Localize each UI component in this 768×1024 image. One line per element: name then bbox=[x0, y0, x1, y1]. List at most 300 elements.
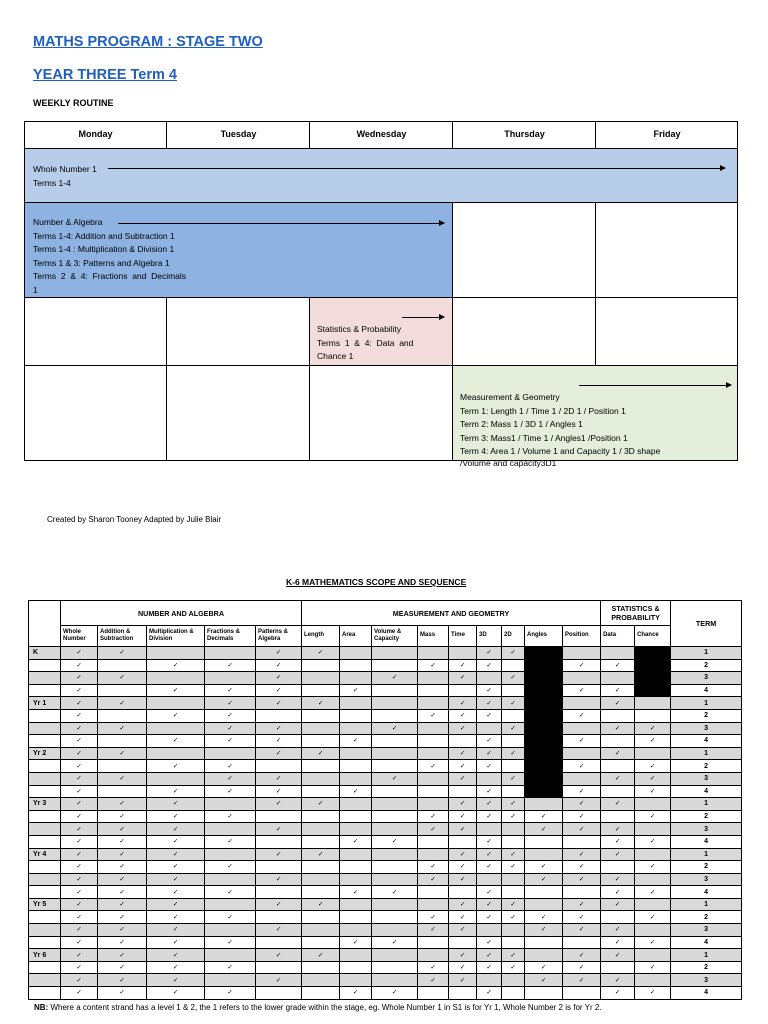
measure-line: Measurement & Geometry bbox=[460, 392, 560, 402]
tick-mark: ✓ bbox=[563, 760, 601, 773]
empty-cell bbox=[635, 798, 671, 811]
year-label: Yr 3 bbox=[29, 798, 61, 811]
tick-mark: ✓ bbox=[449, 974, 477, 987]
empty-cell bbox=[205, 672, 256, 685]
tick-mark: ✓ bbox=[601, 949, 635, 962]
scope-title: K-6 MATHEMATICS SCOPE AND SEQUENCE bbox=[286, 577, 467, 587]
empty-cell bbox=[418, 936, 449, 949]
tick-mark: ✓ bbox=[477, 898, 502, 911]
tick-mark: ✓ bbox=[147, 886, 205, 899]
column-header: Patterns & Algebra bbox=[256, 626, 302, 647]
empty-cell bbox=[147, 697, 205, 710]
tick-mark: ✓ bbox=[525, 873, 563, 886]
empty-cell bbox=[302, 810, 340, 823]
tick-mark: ✓ bbox=[449, 810, 477, 823]
tick-mark: ✓ bbox=[477, 911, 502, 924]
empty-cell bbox=[525, 987, 563, 1000]
tick-mark: ✓ bbox=[302, 647, 340, 660]
empty-cell bbox=[372, 798, 418, 811]
shaded-cell bbox=[525, 772, 563, 785]
tick-mark: ✓ bbox=[98, 886, 147, 899]
empty-cell bbox=[98, 785, 147, 798]
tick-mark: ✓ bbox=[449, 772, 477, 785]
tick-mark: ✓ bbox=[563, 898, 601, 911]
stats-line: Terms 1 & 4: Data and bbox=[317, 337, 414, 348]
empty-cell bbox=[340, 898, 372, 911]
tick-mark: ✓ bbox=[98, 647, 147, 660]
year-label: Yr 4 bbox=[29, 848, 61, 861]
tick-mark: ✓ bbox=[502, 848, 525, 861]
measure-arrow bbox=[579, 385, 731, 386]
shaded-cell bbox=[525, 697, 563, 710]
year-label: Yr 6 bbox=[29, 949, 61, 962]
tick-mark: ✓ bbox=[477, 760, 502, 773]
year-label bbox=[29, 810, 61, 823]
shaded-cell bbox=[525, 785, 563, 798]
empty-cell bbox=[563, 772, 601, 785]
shaded-cell bbox=[525, 709, 563, 722]
tick-mark: ✓ bbox=[147, 861, 205, 874]
term-number: 1 bbox=[671, 949, 742, 962]
empty-cell bbox=[302, 873, 340, 886]
stats-arrow bbox=[402, 317, 444, 318]
empty-cell bbox=[340, 722, 372, 735]
tick-mark: ✓ bbox=[449, 949, 477, 962]
tick-mark: ✓ bbox=[340, 735, 372, 748]
empty-cell bbox=[601, 672, 635, 685]
tick-mark: ✓ bbox=[502, 961, 525, 974]
empty-cell bbox=[340, 772, 372, 785]
tick-mark: ✓ bbox=[502, 798, 525, 811]
year-label bbox=[29, 861, 61, 874]
tick-mark: ✓ bbox=[147, 684, 205, 697]
tick-mark: ✓ bbox=[61, 735, 98, 748]
year-label bbox=[29, 987, 61, 1000]
tick-mark: ✓ bbox=[601, 747, 635, 760]
tick-mark: ✓ bbox=[635, 961, 671, 974]
term-number: 3 bbox=[671, 823, 742, 836]
tick-mark: ✓ bbox=[61, 672, 98, 685]
tick-mark: ✓ bbox=[61, 936, 98, 949]
tick-mark: ✓ bbox=[563, 735, 601, 748]
empty-cell bbox=[340, 760, 372, 773]
empty-cell bbox=[98, 760, 147, 773]
empty-cell bbox=[502, 936, 525, 949]
tick-mark: ✓ bbox=[340, 835, 372, 848]
tick-mark: ✓ bbox=[601, 659, 635, 672]
measure-block bbox=[460, 391, 736, 470]
tick-mark: ✓ bbox=[477, 949, 502, 962]
tick-mark: ✓ bbox=[477, 697, 502, 710]
tick-mark: ✓ bbox=[98, 697, 147, 710]
empty-cell bbox=[340, 873, 372, 886]
tick-mark: ✓ bbox=[601, 886, 635, 899]
day-wednesday: Wednesday bbox=[356, 129, 407, 139]
tick-mark: ✓ bbox=[147, 898, 205, 911]
tick-mark: ✓ bbox=[418, 974, 449, 987]
tick-mark: ✓ bbox=[205, 936, 256, 949]
tick-mark: ✓ bbox=[601, 924, 635, 937]
tick-mark: ✓ bbox=[256, 898, 302, 911]
tick-mark: ✓ bbox=[477, 735, 502, 748]
tick-mark: ✓ bbox=[302, 898, 340, 911]
empty-cell bbox=[372, 911, 418, 924]
tick-mark: ✓ bbox=[477, 987, 502, 1000]
scope-sequence-table bbox=[28, 600, 742, 1000]
tick-mark: ✓ bbox=[372, 672, 418, 685]
stats-line: Chance 1 bbox=[317, 351, 354, 361]
year-label bbox=[29, 974, 61, 987]
term-number: 2 bbox=[671, 911, 742, 924]
term-number: 3 bbox=[671, 672, 742, 685]
scope-row bbox=[29, 785, 742, 798]
term-number: 2 bbox=[671, 810, 742, 823]
scope-row bbox=[29, 722, 742, 735]
tick-mark: ✓ bbox=[256, 684, 302, 697]
tick-mark: ✓ bbox=[635, 911, 671, 924]
tick-mark: ✓ bbox=[635, 987, 671, 1000]
scope-row bbox=[29, 848, 742, 861]
empty-cell bbox=[635, 823, 671, 836]
tick-mark: ✓ bbox=[302, 747, 340, 760]
column-header-row bbox=[29, 626, 742, 647]
tick-mark: ✓ bbox=[502, 647, 525, 660]
tick-mark: ✓ bbox=[205, 722, 256, 735]
tick-mark: ✓ bbox=[635, 722, 671, 735]
tick-mark: ✓ bbox=[525, 861, 563, 874]
measure-line: Term 1: Length 1 / Time 1 / 2D 1 / Position 1 bbox=[460, 405, 626, 416]
tick-mark: ✓ bbox=[502, 949, 525, 962]
tick-mark: ✓ bbox=[205, 810, 256, 823]
tick-mark: ✓ bbox=[601, 974, 635, 987]
corner-cell bbox=[29, 601, 61, 647]
empty-cell bbox=[98, 659, 147, 672]
tick-mark: ✓ bbox=[340, 684, 372, 697]
tick-mark: ✓ bbox=[449, 873, 477, 886]
shaded-cell bbox=[525, 647, 563, 660]
tick-mark: ✓ bbox=[449, 722, 477, 735]
tick-mark: ✓ bbox=[302, 697, 340, 710]
empty-cell bbox=[372, 747, 418, 760]
tick-mark: ✓ bbox=[418, 709, 449, 722]
empty-cell bbox=[372, 810, 418, 823]
tick-mark: ✓ bbox=[449, 659, 477, 672]
empty-cell bbox=[418, 697, 449, 710]
empty-cell bbox=[563, 722, 601, 735]
tick-mark: ✓ bbox=[61, 835, 98, 848]
term-number: 4 bbox=[671, 835, 742, 848]
tick-mark: ✓ bbox=[525, 924, 563, 937]
tick-mark: ✓ bbox=[563, 659, 601, 672]
tick-mark: ✓ bbox=[449, 697, 477, 710]
tick-mark: ✓ bbox=[477, 835, 502, 848]
term-number: 4 bbox=[671, 886, 742, 899]
tick-mark: ✓ bbox=[563, 823, 601, 836]
empty-cell bbox=[256, 810, 302, 823]
tick-mark: ✓ bbox=[147, 873, 205, 886]
empty-cell bbox=[418, 735, 449, 748]
empty-cell bbox=[256, 961, 302, 974]
term-number: 2 bbox=[671, 861, 742, 874]
scope-row bbox=[29, 886, 742, 899]
term-number: 1 bbox=[671, 697, 742, 710]
tick-mark: ✓ bbox=[340, 936, 372, 949]
tick-mark: ✓ bbox=[340, 886, 372, 899]
scope-row bbox=[29, 709, 742, 722]
term-number: 1 bbox=[671, 747, 742, 760]
tick-mark: ✓ bbox=[372, 886, 418, 899]
algebra-line: Terms 1-4 : Multiplication & Division 1 bbox=[33, 244, 175, 254]
tick-mark: ✓ bbox=[302, 949, 340, 962]
scope-row bbox=[29, 861, 742, 874]
empty-cell bbox=[340, 647, 372, 660]
tick-mark: ✓ bbox=[449, 672, 477, 685]
tick-mark: ✓ bbox=[147, 659, 205, 672]
year-label bbox=[29, 924, 61, 937]
tick-mark: ✓ bbox=[449, 961, 477, 974]
shaded-cell bbox=[525, 747, 563, 760]
empty-cell bbox=[601, 785, 635, 798]
empty-cell bbox=[372, 697, 418, 710]
tick-mark: ✓ bbox=[601, 987, 635, 1000]
tick-mark: ✓ bbox=[372, 987, 418, 1000]
empty-cell bbox=[302, 823, 340, 836]
term-number: 4 bbox=[671, 684, 742, 697]
tick-mark: ✓ bbox=[372, 936, 418, 949]
tick-mark: ✓ bbox=[205, 987, 256, 1000]
scope-row bbox=[29, 672, 742, 685]
empty-cell bbox=[340, 861, 372, 874]
empty-cell bbox=[563, 697, 601, 710]
empty-cell bbox=[563, 987, 601, 1000]
tick-mark: ✓ bbox=[525, 911, 563, 924]
scope-row bbox=[29, 735, 742, 748]
tick-mark: ✓ bbox=[563, 798, 601, 811]
tick-mark: ✓ bbox=[256, 647, 302, 660]
tick-mark: ✓ bbox=[147, 911, 205, 924]
tick-mark: ✓ bbox=[61, 684, 98, 697]
tick-mark: ✓ bbox=[601, 772, 635, 785]
column-header: Multiplication & Division bbox=[147, 626, 205, 647]
year-label bbox=[29, 672, 61, 685]
scope-row bbox=[29, 684, 742, 697]
empty-cell bbox=[502, 659, 525, 672]
tick-mark: ✓ bbox=[563, 961, 601, 974]
tick-mark: ✓ bbox=[449, 760, 477, 773]
empty-cell bbox=[601, 735, 635, 748]
empty-cell bbox=[340, 961, 372, 974]
empty-cell bbox=[302, 709, 340, 722]
tick-mark: ✓ bbox=[502, 747, 525, 760]
empty-cell bbox=[340, 848, 372, 861]
year-label: Yr 2 bbox=[29, 747, 61, 760]
empty-cell bbox=[418, 647, 449, 660]
group-header-row bbox=[29, 601, 742, 626]
empty-cell bbox=[205, 798, 256, 811]
tick-mark: ✓ bbox=[563, 709, 601, 722]
empty-cell bbox=[372, 684, 418, 697]
empty-cell bbox=[563, 936, 601, 949]
scope-row bbox=[29, 835, 742, 848]
empty-cell bbox=[302, 659, 340, 672]
tick-mark: ✓ bbox=[61, 647, 98, 660]
algebra-line: Terms 1 & 3: Patterns and Algebra 1 bbox=[33, 257, 170, 268]
tick-mark: ✓ bbox=[98, 861, 147, 874]
scope-row bbox=[29, 772, 742, 785]
empty-cell bbox=[418, 798, 449, 811]
column-header: Mass bbox=[418, 626, 449, 647]
tick-mark: ✓ bbox=[449, 911, 477, 924]
empty-cell bbox=[418, 835, 449, 848]
tick-mark: ✓ bbox=[601, 835, 635, 848]
tick-mark: ✓ bbox=[61, 772, 98, 785]
term-number: 4 bbox=[671, 987, 742, 1000]
tick-mark: ✓ bbox=[502, 772, 525, 785]
term-number: 1 bbox=[671, 848, 742, 861]
empty-cell bbox=[418, 722, 449, 735]
scope-row bbox=[29, 810, 742, 823]
tick-mark: ✓ bbox=[449, 747, 477, 760]
tick-mark: ✓ bbox=[256, 659, 302, 672]
measure-line: Term 3: Mass1 / Time 1 / Angles1 /Position 1 bbox=[460, 432, 628, 443]
scope-row bbox=[29, 936, 742, 949]
measure-line: /Volume and capacity3D1 bbox=[460, 457, 557, 468]
footnote-text: Where a content strand has a level 1 & 2, the 1 refers to the lower grade within the stage, eg. Whole Number 1 in S1 is for Yr 1, Whole Number 2 is for Yr 2. bbox=[48, 1003, 602, 1012]
empty-cell bbox=[418, 785, 449, 798]
empty-cell bbox=[477, 772, 502, 785]
empty-cell bbox=[256, 760, 302, 773]
empty-cell bbox=[340, 974, 372, 987]
year-label bbox=[29, 709, 61, 722]
empty-cell bbox=[449, 936, 477, 949]
tick-mark: ✓ bbox=[61, 987, 98, 1000]
empty-cell bbox=[302, 911, 340, 924]
tick-mark: ✓ bbox=[98, 722, 147, 735]
year-label bbox=[29, 785, 61, 798]
year-label bbox=[29, 911, 61, 924]
scope-row bbox=[29, 823, 742, 836]
tick-mark: ✓ bbox=[98, 961, 147, 974]
shaded-cell bbox=[635, 684, 671, 697]
tick-mark: ✓ bbox=[256, 747, 302, 760]
whole-number-arrow bbox=[108, 168, 725, 169]
tick-mark: ✓ bbox=[61, 722, 98, 735]
column-header: Whole Number bbox=[61, 626, 98, 647]
empty-cell bbox=[372, 760, 418, 773]
scope-row bbox=[29, 961, 742, 974]
tick-mark: ✓ bbox=[147, 924, 205, 937]
scope-row bbox=[29, 987, 742, 1000]
tick-mark: ✓ bbox=[418, 659, 449, 672]
scope-row bbox=[29, 798, 742, 811]
tick-mark: ✓ bbox=[205, 861, 256, 874]
tick-mark: ✓ bbox=[635, 936, 671, 949]
tick-mark: ✓ bbox=[635, 785, 671, 798]
empty-cell bbox=[302, 924, 340, 937]
tick-mark: ✓ bbox=[449, 823, 477, 836]
tick-mark: ✓ bbox=[601, 722, 635, 735]
tick-mark: ✓ bbox=[205, 735, 256, 748]
empty-cell bbox=[205, 823, 256, 836]
empty-cell bbox=[635, 747, 671, 760]
tick-mark: ✓ bbox=[635, 835, 671, 848]
tick-mark: ✓ bbox=[205, 760, 256, 773]
footnote bbox=[34, 1003, 602, 1012]
tick-mark: ✓ bbox=[98, 747, 147, 760]
tick-mark: ✓ bbox=[502, 898, 525, 911]
term-number: 1 bbox=[671, 647, 742, 660]
tick-mark: ✓ bbox=[147, 936, 205, 949]
empty-cell bbox=[418, 949, 449, 962]
term-number: 2 bbox=[671, 709, 742, 722]
empty-cell bbox=[449, 647, 477, 660]
column-header: Angles bbox=[525, 626, 563, 647]
empty-cell bbox=[525, 848, 563, 861]
term-number: 2 bbox=[671, 760, 742, 773]
tick-mark: ✓ bbox=[256, 924, 302, 937]
tick-mark: ✓ bbox=[147, 735, 205, 748]
empty-cell bbox=[205, 949, 256, 962]
shaded-cell bbox=[525, 722, 563, 735]
empty-cell bbox=[372, 961, 418, 974]
empty-cell bbox=[340, 697, 372, 710]
tick-mark: ✓ bbox=[147, 835, 205, 848]
empty-cell bbox=[601, 709, 635, 722]
empty-cell bbox=[340, 810, 372, 823]
year-label bbox=[29, 873, 61, 886]
day-friday: Friday bbox=[653, 129, 681, 139]
empty-cell bbox=[601, 647, 635, 660]
tick-mark: ✓ bbox=[61, 747, 98, 760]
term-number: 2 bbox=[671, 961, 742, 974]
tick-mark: ✓ bbox=[477, 961, 502, 974]
tick-mark: ✓ bbox=[418, 861, 449, 874]
tick-mark: ✓ bbox=[502, 861, 525, 874]
group-number-algebra: NUMBER AND ALGEBRA bbox=[61, 601, 302, 626]
tick-mark: ✓ bbox=[98, 798, 147, 811]
empty-cell bbox=[256, 861, 302, 874]
year-label: Yr 5 bbox=[29, 898, 61, 911]
tick-mark: ✓ bbox=[563, 848, 601, 861]
empty-cell bbox=[601, 961, 635, 974]
empty-cell bbox=[372, 735, 418, 748]
tick-mark: ✓ bbox=[418, 924, 449, 937]
tick-mark: ✓ bbox=[563, 911, 601, 924]
empty-cell bbox=[635, 873, 671, 886]
empty-cell bbox=[449, 785, 477, 798]
tick-mark: ✓ bbox=[477, 810, 502, 823]
tick-mark: ✓ bbox=[147, 974, 205, 987]
tick-mark: ✓ bbox=[449, 898, 477, 911]
tick-mark: ✓ bbox=[205, 785, 256, 798]
tick-mark: ✓ bbox=[418, 760, 449, 773]
empty-cell bbox=[302, 722, 340, 735]
empty-cell bbox=[256, 886, 302, 899]
term-number: 3 bbox=[671, 873, 742, 886]
empty-cell bbox=[477, 722, 502, 735]
empty-cell bbox=[502, 785, 525, 798]
empty-cell bbox=[302, 772, 340, 785]
empty-cell bbox=[635, 898, 671, 911]
tick-mark: ✓ bbox=[205, 886, 256, 899]
tick-mark: ✓ bbox=[525, 974, 563, 987]
program-title: MATHS PROGRAM : STAGE TWO bbox=[33, 34, 263, 50]
tick-mark: ✓ bbox=[563, 873, 601, 886]
empty-cell bbox=[302, 672, 340, 685]
tick-mark: ✓ bbox=[61, 785, 98, 798]
empty-cell bbox=[449, 684, 477, 697]
tick-mark: ✓ bbox=[372, 835, 418, 848]
